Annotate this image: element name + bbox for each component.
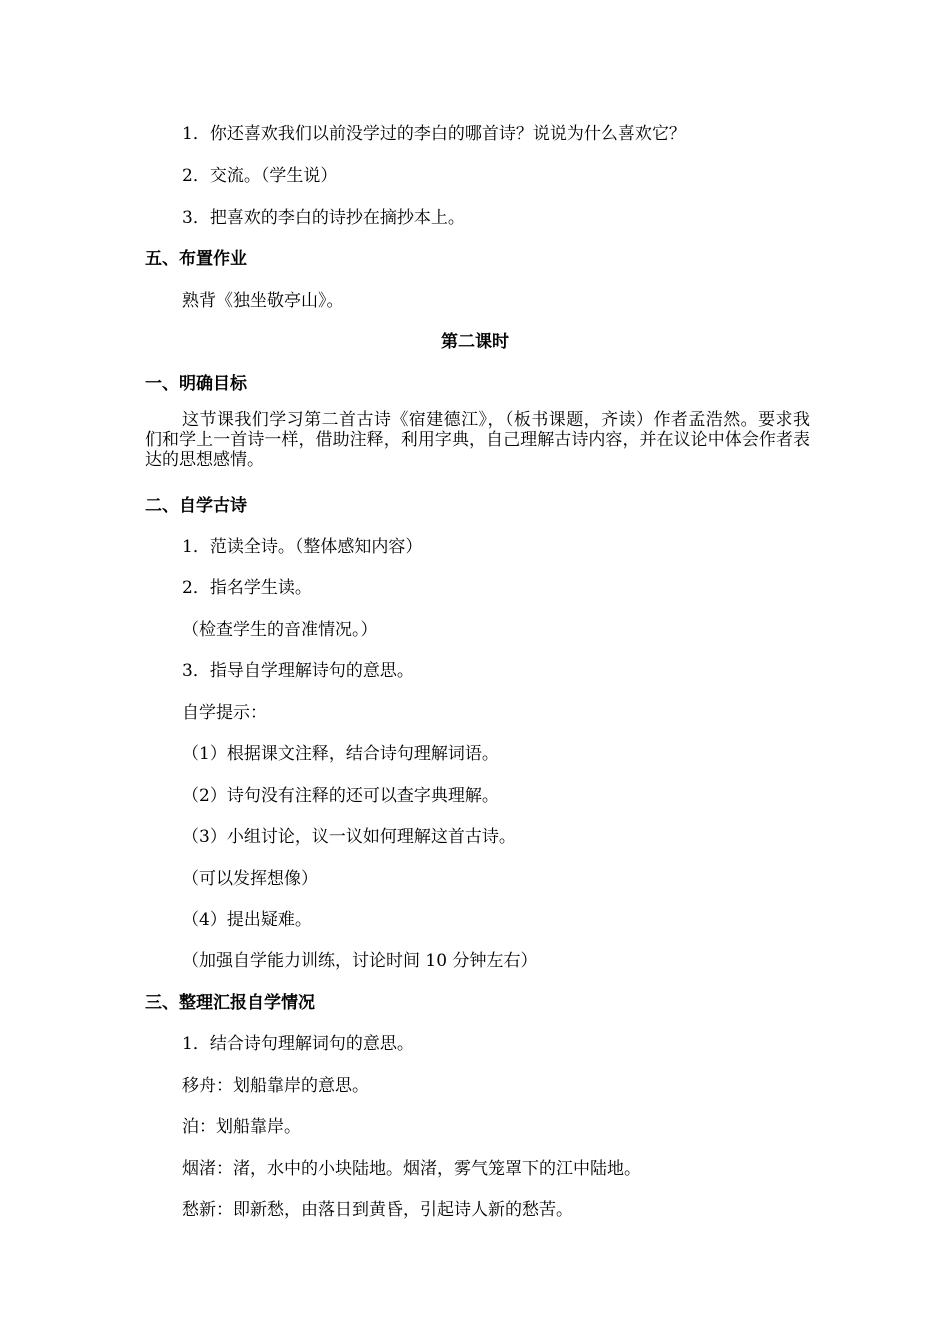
list-item: 烟渚：渚，水中的小块陆地。烟渚，雾气笼罩下的江中陆地。 — [182, 1159, 641, 1179]
list-item: 泊：划船靠岸。 — [182, 1117, 301, 1137]
section-heading: 一、明确目标 — [145, 374, 247, 394]
list-item: 2．指名学生读。 — [182, 578, 312, 598]
list-item: （1）根据课文注释，结合诗句理解词语。 — [182, 744, 499, 764]
list-item: （3）小组讨论，议一议如何理解这首古诗。 — [182, 827, 516, 847]
list-item: 3．指导自学理解诗句的意思。 — [182, 661, 414, 681]
list-item: 1．范读全诗。（整体感知内容） — [182, 537, 423, 557]
list-item: 熟背《独坐敬亭山》。 — [182, 291, 344, 311]
section-heading: 二、自学古诗 — [145, 496, 247, 516]
paragraph: 这节课我们学习第二首古诗《宿建德江》，（板书课题，齐读）作者孟浩然。要求我们和学上一首诗一样，借助注释，利用字典，自己理解古诗内容，并在议论中体会作者表达的思想感情。 — [145, 410, 810, 470]
list-item: （检查学生的音准情况。） — [182, 620, 378, 640]
list-item: 愁新：即新愁，由落日到黄昏，引起诗人新的愁苦。 — [182, 1200, 573, 1220]
list-item: 1．你还喜欢我们以前没学过的李白的哪首诗？说说为什么喜欢它？ — [182, 124, 686, 144]
list-item: （2）诗句没有注释的还可以查字典理解。 — [182, 786, 499, 806]
list-item: （可以发挥想像） — [182, 869, 318, 889]
list-item: 自学提示： — [182, 703, 267, 723]
lesson-title: 第二课时 — [441, 332, 509, 352]
list-item: （4）提出疑难。 — [182, 910, 312, 930]
section-heading: 五、布置作业 — [145, 249, 247, 269]
list-item: 移舟：划船靠岸的意思。 — [182, 1076, 369, 1096]
list-item: 2．交流。（学生说） — [182, 166, 338, 186]
list-item: 3．把喜欢的李白的诗抄在摘抄本上。 — [182, 208, 465, 228]
list-item: 1．结合诗句理解词句的意思。 — [182, 1034, 414, 1054]
section-heading: 三、整理汇报自学情况 — [145, 993, 315, 1013]
list-item: （加强自学能力训练，讨论时间 10 分钟左右） — [182, 951, 538, 971]
